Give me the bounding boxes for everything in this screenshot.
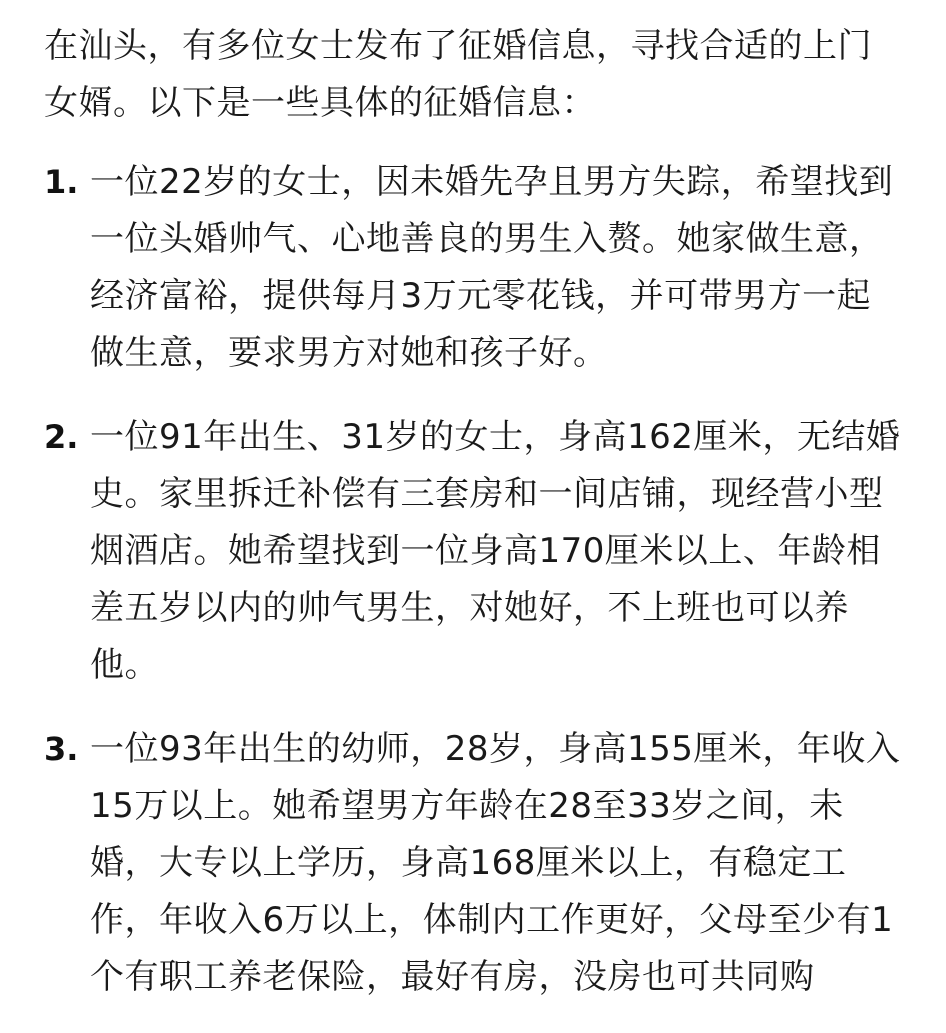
list-item-text: 一位91年出生、31岁的女士，身高162厘米，无结婚史。家里拆迁补偿有三套房和一间店铺，现经营小型烟酒店。她希望找到一位身高170厘米以上、年龄相差五岁以内的帅气男生，对她好，不上班也可以养他。 bbox=[90, 417, 901, 685]
list-item-text: 一位93年出生的幼师，28岁，身高155厘米，年收入15万以上。她希望男方年龄在28至33岁之间，未婚，大专以上学历，身高168厘米以上，有稳定工作，年收入6万以上，体制内工作更好，父母至少有1个有职工养老保险，最好有房，没房也可共同购 bbox=[90, 729, 901, 997]
list-item bbox=[44, 409, 904, 694]
list-item-number: 2. bbox=[44, 418, 79, 456]
listing-list bbox=[44, 154, 904, 1006]
list-item bbox=[44, 154, 904, 382]
list-item-number: 3. bbox=[44, 730, 79, 768]
list-item-number: 1. bbox=[44, 163, 79, 201]
intro-paragraph: 在汕头，有多位女士发布了征婚信息，寻找合适的上门女婿。以下是一些具体的征婚信息： bbox=[44, 26, 872, 123]
article bbox=[44, 18, 904, 1033]
list-item bbox=[44, 721, 904, 1006]
list-item-text: 一位22岁的女士，因未婚先孕且男方失踪，希望找到一位头婚帅气、心地善良的男生入赘。她家做生意，经济富裕，提供每月3万元零花钱，并可带男方一起做生意，要求男方对她和孩子好。 bbox=[90, 162, 894, 373]
